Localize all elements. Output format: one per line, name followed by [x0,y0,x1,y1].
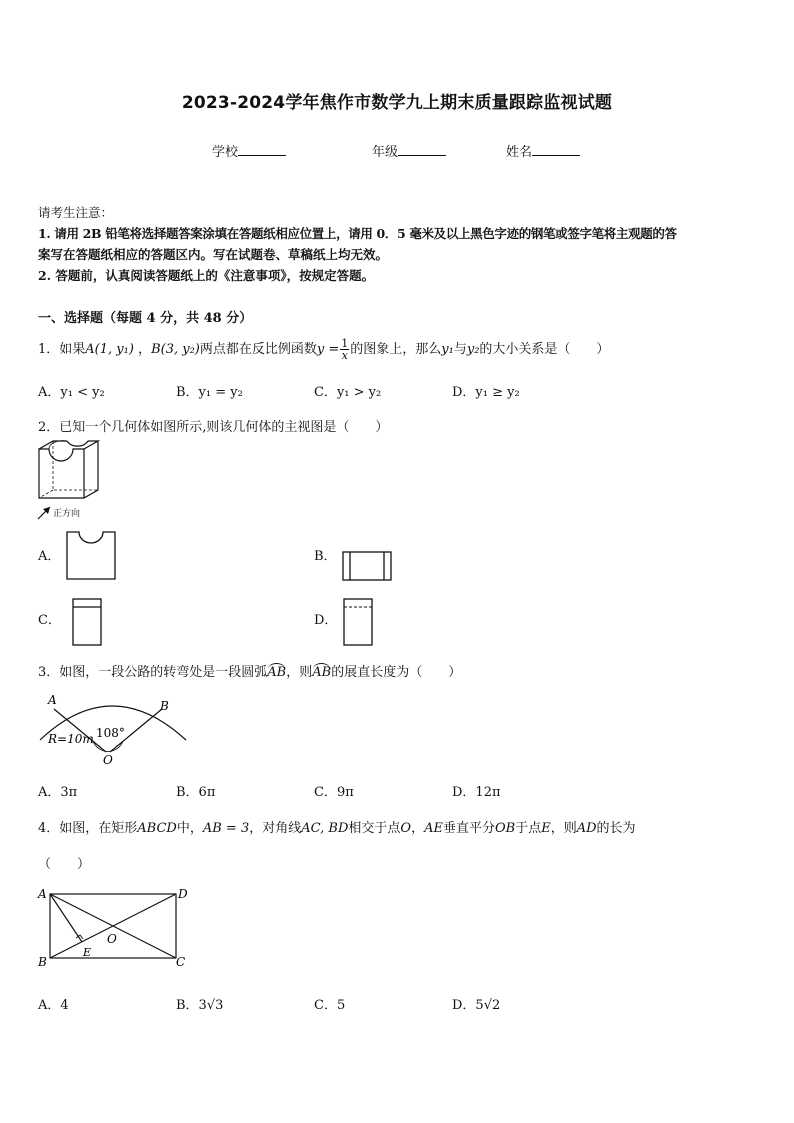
name-field [506,141,580,160]
q1-y2: y₂ [466,342,480,357]
q4-paren: （ ） [38,857,91,872]
q1-point-a: A(1, y₁) [85,342,134,357]
q4-figure [34,884,194,974]
q4-ab: AB = 3 [202,821,250,836]
notice-line-1: 1. 请用 2B 铅笔将选择题答案涂填在答题纸相应位置上，请用 0．5 毫米及以上黑色字迹的钢笔或签字笔将主观题的答 [38,226,677,241]
q4-label-a: A [38,887,47,901]
q1-text-yu: 与 [453,342,467,357]
q4-text-d: 相交于点 [348,821,401,836]
q4-ae: AE [424,821,443,836]
q4-text-h: ，则 [550,821,577,836]
notice-line-1b: 案写在答题纸相应的答题区内。写在试题卷、草稿纸上均无效。 [38,247,389,262]
q4-option-c[interactable]: C．5 [314,998,346,1013]
page-title: 2023-2024学年焦作市数学九上期末质量跟踪监视试题 [181,93,613,113]
q4-label-c: C [176,955,186,969]
q1-text: 1．如果 [38,342,86,357]
q2-option-d[interactable]: D． [314,613,338,628]
q1-option-d[interactable]: D．y₁ ≥ y₂ [452,385,520,400]
grade-label: 年级 [372,145,399,160]
q1-fraction [340,338,349,361]
school-field [212,141,286,160]
q2-option-a-figure [64,530,118,582]
q1-option-b[interactable]: B．y₁ = y₂ [176,385,243,400]
q3-radius-label: R=10m [48,732,94,746]
q1-y1: y₁ [441,342,454,357]
q3-label-b: B [160,699,169,713]
q4-text-b: 中， [176,821,203,836]
name-blank [532,143,580,156]
q3-arc-2 [312,663,331,680]
q4-text-i: 的长为 [596,821,636,836]
q4-label-e: E [83,946,92,959]
question-3 [38,661,461,680]
q2-option-c[interactable]: C． [38,613,61,628]
question-4 [38,817,636,836]
school-blank [238,143,286,156]
q4-e: E [541,821,551,836]
q3-label-a: A [48,693,57,707]
q4-text-c: ，对角线 [249,821,302,836]
notice-line-2: 2. 答题前，认真阅读答题纸上的《注意事项》，按规定答题。 [38,268,375,283]
q4-text-g: 于点 [515,821,542,836]
q3-option-a[interactable]: A．3π [38,785,78,800]
q4-text-f: 垂直平分 [442,821,495,836]
q2-option-c-figure [71,597,103,647]
q4-ad: AD [576,821,597,836]
q4-ob: OB [494,821,516,836]
q1-option-a[interactable]: A．y₁ < y₂ [38,385,105,400]
q4-rect: ABCD [137,821,177,836]
q2-option-b-figure [341,550,393,582]
q3-text-b: ，则 [286,665,313,680]
q1-text-post: 的图象上，那么 [350,342,442,357]
name-label: 姓名 [506,145,533,160]
q1-point-b: B(3, y₂) [151,342,200,357]
q3-arc-1 [267,663,286,680]
q1-func-den: x [341,349,348,362]
q3-arc-1-label: AB [267,665,287,680]
q3-label-o: O [103,753,113,767]
q2-option-a[interactable]: A． [38,549,61,564]
q3-option-b[interactable]: B．6π [176,785,216,800]
q4-label-d: D [178,887,188,901]
q2-option-d-figure [342,597,374,647]
q4-text-e: ， [411,821,425,836]
q4-text-a: 4．如图，在矩形 [38,821,138,836]
q4-option-b[interactable]: B．3√3 [176,998,224,1013]
q3-option-c[interactable]: C．9π [314,785,354,800]
q1-text-mid: 两点都在反比例函数 [199,342,317,357]
q4-label-o: O [107,932,117,946]
section-heading: 一、选择题（每题 4 分，共 48 分） [38,311,253,326]
q3-arc-1-mark [268,663,285,669]
grade-field [372,141,446,160]
q3-figure [36,690,192,770]
q1-func-lhs: y = [316,342,340,357]
q3-angle-label: 108° [96,726,125,740]
q4-o: O [400,821,412,836]
q1-func-num: 1 [341,337,349,350]
q2-arrow-label: 正方向 [53,509,81,519]
q4-option-a[interactable]: A．4 [38,998,69,1013]
q3-option-d[interactable]: D．12π [452,785,501,800]
q3-text-a: 3．如图，一段公路的转弯处是一段圆弧 [38,665,268,680]
q3-arc-2-label: AB [312,665,332,680]
notice-heading: 请考生注意： [38,205,114,220]
q1-option-c[interactable]: C．y₁ > y₂ [314,385,382,400]
q2-option-b[interactable]: B． [314,549,337,564]
q3-text-c: 的展直长度为（ ） [331,665,462,680]
q3-arc-2-mark [313,663,330,669]
q4-diag: AC, BD [301,821,349,836]
q2-figure [34,436,114,522]
q1-text-end: 的大小关系是（ ） [479,342,610,357]
q1-sep: ， [138,342,152,357]
school-label: 学校 [212,145,239,160]
question-2: 2．已知一个几何体如图所示,则该几何体的主视图是（ ） [38,420,389,435]
question-1 [38,338,609,361]
grade-blank [398,143,446,156]
q4-option-d[interactable]: D．5√2 [452,998,501,1013]
q4-label-b: B [38,955,47,969]
